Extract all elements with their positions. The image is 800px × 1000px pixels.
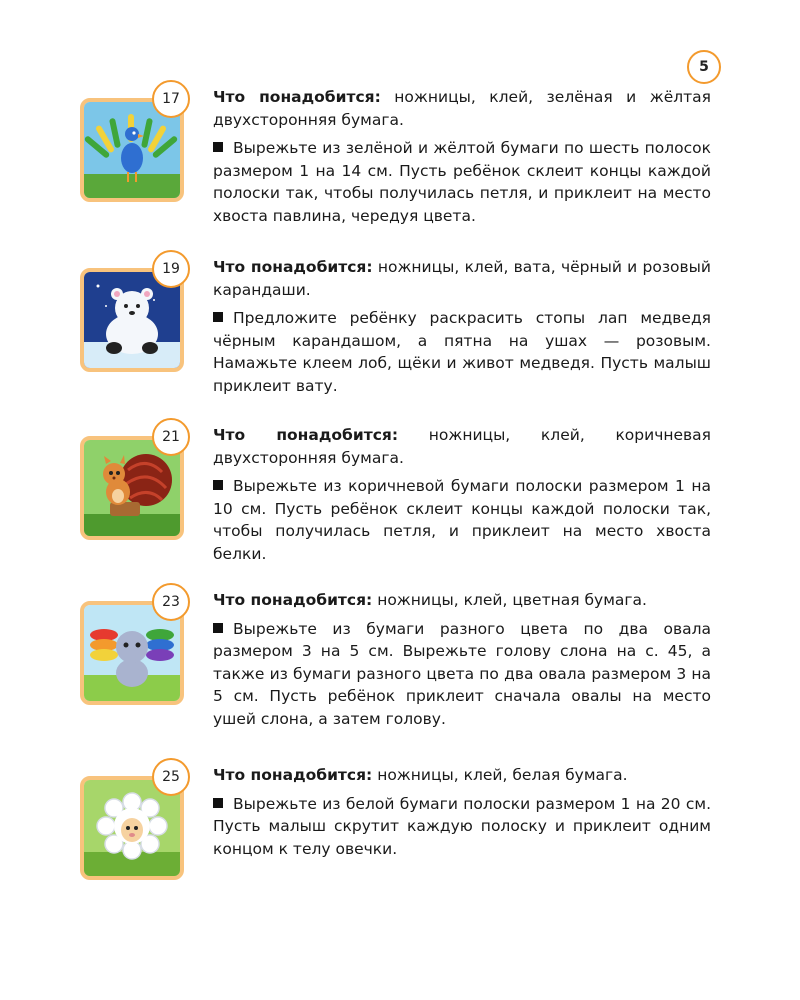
instruction-text: Вырежьте из зелёной и жёлтой бумаги по шесть полосок размером 1 на 14 см. Пусть ребёнок склеит концы каждой полоски так, чтобы получилась петля, и приклеит на место хвоста павлина, чередуя цвета. <box>213 139 711 225</box>
materials-list: ножницы, клей, белая бумага. <box>372 766 628 784</box>
bullet-square-icon <box>213 142 223 152</box>
instruction-step <box>213 793 711 861</box>
materials-line <box>213 764 711 787</box>
instruction-text: Вырежьте из бумаги разного цвета по два овала размером 3 на 5 см. Вырежьте голову слона на с. 45, а также из бумаги разного цвета по два овала размером 3 на 5 см. Пусть ребёнок приклеит сначала овалы на место ушей слона, а затем голову. <box>213 619 711 728</box>
instruction-step <box>213 307 711 397</box>
page-ref-badge: 19 <box>152 250 190 288</box>
instruction-step <box>213 475 711 565</box>
materials-list: ножницы, клей, цветная бумага. <box>372 591 647 609</box>
materials-list: ножницы, клей, вата, чёрный и розовый карандаши. <box>213 258 711 299</box>
bullet-square-icon <box>213 480 223 490</box>
materials-line <box>213 256 711 301</box>
materials-label: Что понадобится: <box>213 766 373 784</box>
page-number: 5 <box>687 50 721 84</box>
materials-label: Что понадобится: <box>213 88 381 106</box>
materials-line <box>213 589 711 612</box>
materials-line <box>213 424 711 469</box>
materials-line <box>213 86 711 131</box>
instruction-step <box>213 137 711 227</box>
craft-instructions <box>213 86 711 227</box>
materials-list: ножницы, клей, зелёная и жёлтая двухсторонняя бумага. <box>213 88 711 129</box>
instruction-text: Вырежьте из белой бумаги полоски размером 1 на 20 см. Пусть малыш скрутит каждую полоску и приклеит одним концом к телу овечки. <box>213 794 711 858</box>
materials-label: Что понадобится: <box>213 258 373 276</box>
page-ref-badge: 23 <box>152 583 190 621</box>
bullet-square-icon <box>213 312 223 322</box>
materials-label: Что понадобится: <box>213 591 373 609</box>
page-ref-badge: 21 <box>152 418 190 456</box>
craft-instructions <box>213 256 711 397</box>
materials-label: Что понадобится: <box>213 426 399 444</box>
instruction-text: Предложите ребёнку раскрасить стопы лап медведя чёрным карандашом, а пятна на ушах — розовым. Намажьте клеем лоб, щёки и живот медведя. Пусть малыш приклеит вату. <box>213 309 711 395</box>
page-ref-badge: 17 <box>152 80 190 118</box>
instruction-step <box>213 618 711 731</box>
craft-instructions <box>213 589 711 730</box>
materials-list: ножницы, клей, коричневая двухсторонняя бумага. <box>213 426 711 467</box>
instruction-text: Вырежьте из коричневой бумаги полоски размером 1 на 10 см. Пусть ребёнок склеит концы каждой полоски так, чтобы получилась петля, и приклеит на место хвоста белки. <box>213 477 711 563</box>
bullet-square-icon <box>213 623 223 633</box>
craft-instructions <box>213 424 711 565</box>
craft-instructions <box>213 764 711 860</box>
bullet-square-icon <box>213 798 223 808</box>
page-ref-badge: 25 <box>152 758 190 796</box>
